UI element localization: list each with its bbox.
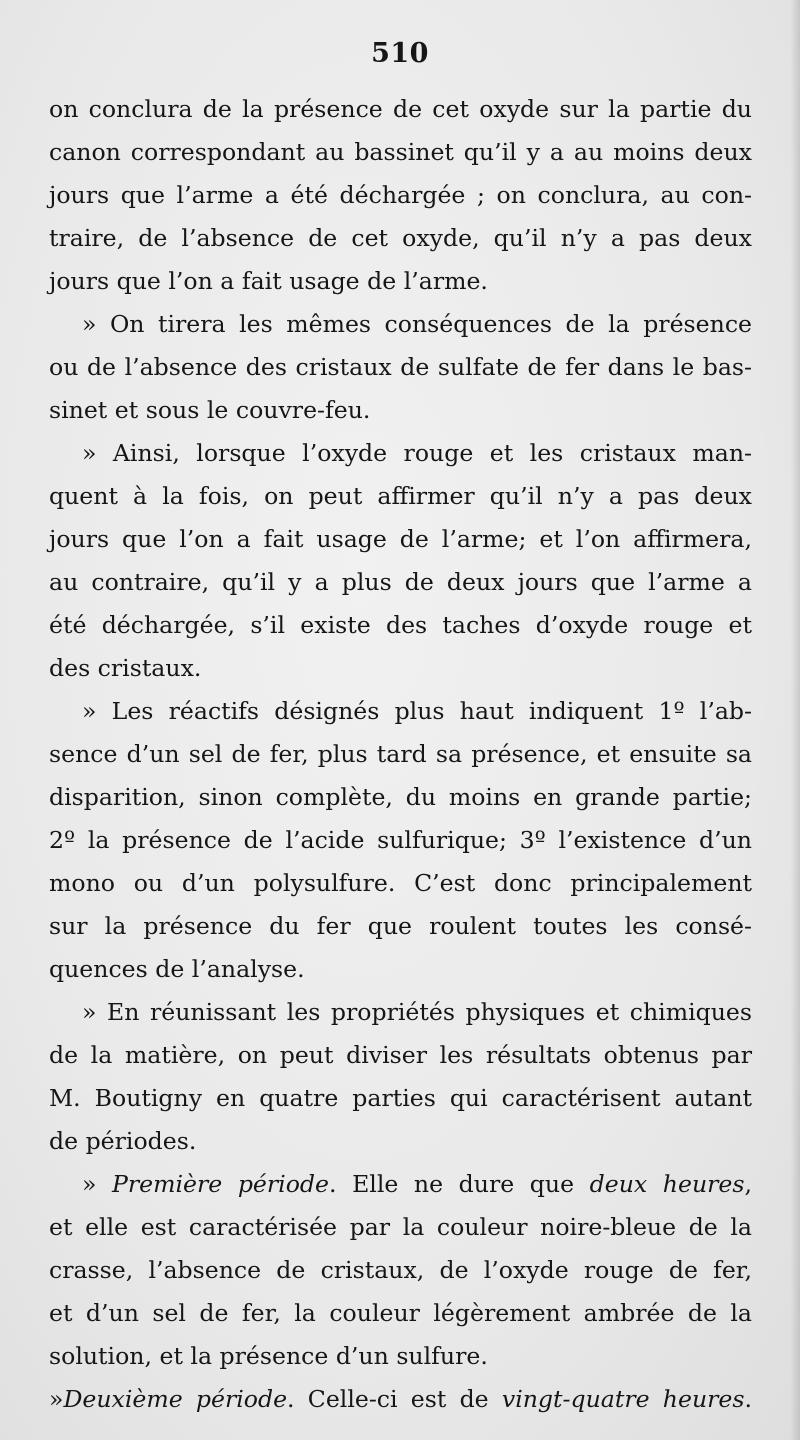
text-line: quent à la fois, on peut affirmer qu’il n’y a pas deux xyxy=(49,482,752,510)
text-line: disparition, sinon complète, du moins en grande partie; xyxy=(49,783,752,811)
text-line: et elle est caractérisée par la couleur noire-bleue de la xyxy=(49,1213,752,1241)
quote-mark: » xyxy=(49,1385,64,1413)
text-line: de périodes. xyxy=(49,1127,197,1155)
text-line: mono ou d’un polysulfure. C’est donc principalement xyxy=(49,869,752,897)
text-line: crasse, l’absence de cristaux, de l’oxyde rouge de fer, xyxy=(49,1256,752,1284)
text-line: 2º la présence de l’acide sulfurique; 3º l’existence d’un xyxy=(49,826,752,854)
text-line: » Les réactifs désignés plus haut indiquent 1º l’ab- xyxy=(82,697,752,725)
text-line-italic-heading xyxy=(49,1163,752,1206)
punctuation: . xyxy=(744,1385,752,1413)
text-run: . Celle-ci est de xyxy=(287,1385,502,1413)
text-line: jours que l’on a fait usage de l’arme. xyxy=(49,267,488,295)
text-run: . Elle ne dure que xyxy=(329,1170,590,1198)
text-line: sence d’un sel de fer, plus tard sa présence, et ensuite sa xyxy=(49,740,752,768)
punctuation: , xyxy=(744,1170,752,1198)
text-line: au contraire, qu’il y a plus de deux jours que l’arme a xyxy=(49,568,752,596)
text-line: » En réunissant les propriétés physiques et chimiques xyxy=(82,998,752,1026)
text-line: » Ainsi, lorsque l’oxyde rouge et les cristaux man- xyxy=(82,439,752,467)
text-line: on conclura de la présence de cet oxyde sur la partie du xyxy=(49,95,752,123)
text-line: ou de l’absence des cristaux de sulfate de fer dans le bas- xyxy=(49,353,752,381)
text-line: des cristaux. xyxy=(49,654,202,682)
body-text xyxy=(49,88,752,1421)
duration: deux heures xyxy=(589,1170,745,1198)
quote-mark: » xyxy=(82,1170,113,1198)
text-line-italic-heading xyxy=(49,1378,752,1421)
text-line: canon correspondant au bassinet qu’il y a au moins deux xyxy=(49,138,752,166)
text-line: traire, de l’absence de cet oxyde, qu’il n’y a pas deux xyxy=(49,224,752,252)
text-line: sinet et sous le couvre-feu. xyxy=(49,396,371,424)
text-line: et d’un sel de fer, la couleur légèrement ambrée de la xyxy=(49,1299,752,1327)
text-line: quences de l’analyse. xyxy=(49,955,305,983)
text-line: jours que l’arme a été déchargée ; on conclura, au con- xyxy=(49,181,752,209)
text-line: M. Boutigny en quatre parties qui caractérisent autant xyxy=(49,1084,752,1112)
text-line: été déchargée, s’il existe des taches d’oxyde rouge et xyxy=(49,611,752,639)
text-line: sur la présence du fer que roulent toutes les consé- xyxy=(49,912,752,940)
page-edge-shadow xyxy=(790,0,800,1440)
period-title: Deuxième période xyxy=(63,1385,288,1413)
text-line: » On tirera les mêmes conséquences de la présence xyxy=(82,310,752,338)
period-title: Première période xyxy=(112,1170,329,1198)
text-line: de la matière, on peut diviser les résultats obtenus par xyxy=(49,1041,752,1069)
duration: vingt-quatre heures xyxy=(501,1385,745,1413)
page-number: 510 xyxy=(371,38,429,69)
text-line: solution, et la présence d’un sulfure. xyxy=(49,1342,488,1370)
text-line: jours que l’on a fait usage de l’arme; et l’on affirmera, xyxy=(49,525,752,553)
